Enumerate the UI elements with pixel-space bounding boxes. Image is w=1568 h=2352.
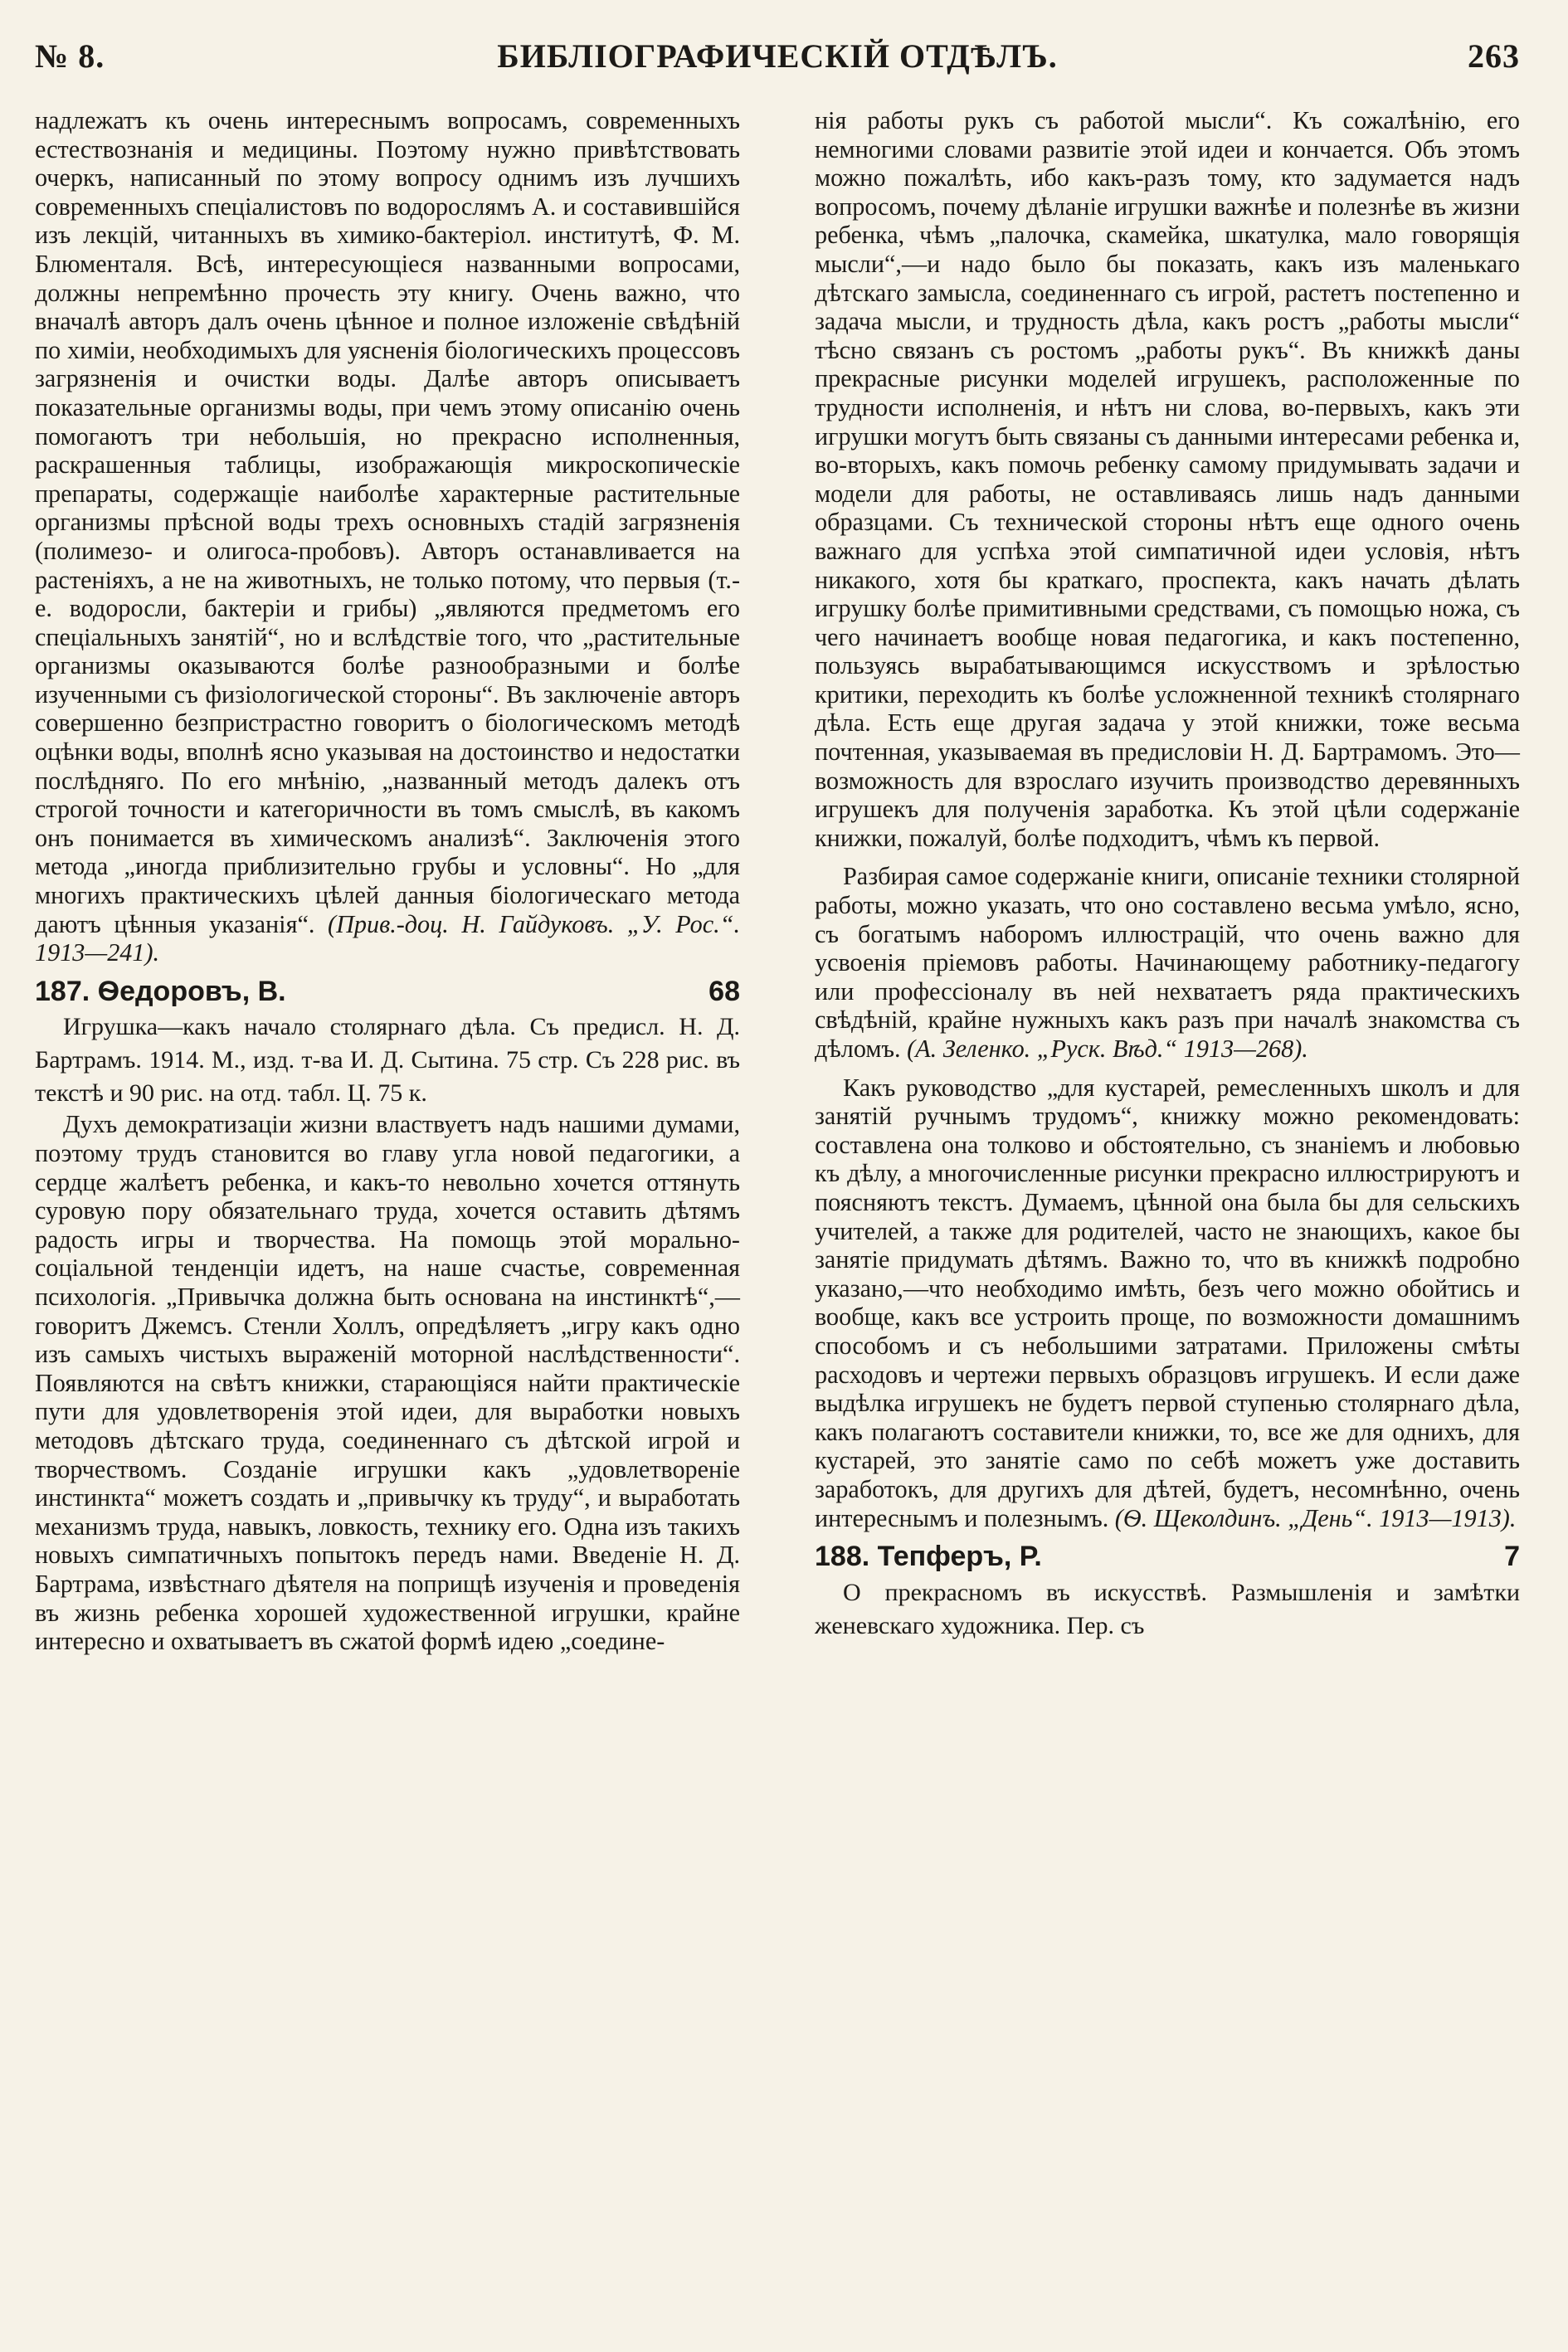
entry-author: 188. Тепферъ, Р. — [815, 1541, 1042, 1573]
issue-number: № 8. — [35, 37, 105, 75]
review-citation: (Ѳ. Щеколдинъ. „День“. 1913—1913). — [1114, 1503, 1517, 1532]
review-paragraph: Какъ руководство „для кустарей, ремесленныхъ школъ и для занятій ручнымъ трудомъ“, книжку можно рекомендовать: составлена она толково и обстоятельно, съ знаніемъ и любовью къ дѣлу, а многочисленные рисунки прекрасно иллюстрируютъ и поясняютъ текстъ. Думаемъ, цѣнной она была бы для сельскихъ учителей, а также для родителей, часто не знающихъ, какое бы занятіе придумать дѣтямъ. Важно то, что въ книжкѣ подробно указано,—что необходимо имѣть, безъ чего можно обойтись и вообще, какъ все устроить проще, по возможности домашнимъ способомъ и съ небольшими затратами. Приложены смѣты расходовъ и чертежи первыхъ образцовъ игрушекъ. И если даже выдѣлка игрушекъ не будетъ первой ступенью столярнаго дѣла, какъ полагаютъ составители книжки, то, все же для однихъ, для кустарей, это занятіе само по себѣ можетъ уже доставить заработокъ, для другихъ для дѣтей, будетъ, несомнѣнно, очень интереснымъ и полезнымъ. (Ѳ. Щеколдинъ. „День“. 1913—1913). — [815, 1073, 1520, 1532]
entry-code: 68 — [709, 975, 740, 1007]
journal-page — [35, 32, 1520, 2321]
right-column — [815, 106, 1520, 1643]
review-paragraph: надлежатъ къ очень интереснымъ вопросамъ, современныхъ естествознанія и медицины. Поэтому нужно привѣтствовать очеркъ, написанный по этому вопросу однимъ изъ лучшихъ современныхъ спеціалистовъ по водорослямъ А. и составившійся изъ лекцій, читанныхъ въ химико-бактеріол. институтѣ, Ф. М. Блюменталя. Всѣ, интересующіеся названными вопросами, должны непремѣнно прочесть эту книгу. Очень важно, что вначалѣ авторъ далъ очень цѣнное и полное изложеніе свѣдѣній по химіи, необходимыхъ для уясненія біологическихъ процессовъ загрязненія и очистки воды. Далѣе авторъ описываетъ показательные организмы воды, при чемъ этому описанію очень помогаютъ три небольшія, но прекрасно исполненныя, раскрашенныя таблицы, изображающія микроскопическіе препараты, содержащіе наиболѣе характерные растительные организмы прѣсной воды трехъ основныхъ стадій загрязненія (полимезо- и олигоса-пробовъ). Авторъ останавливается на растеніяхъ, а не на животныхъ, не только потому, что первыя (т.-е. водоросли, бактеріи и грибы) „являются предметомъ его спеціальныхъ занятій“, но и вслѣдствіе того, что „растительные организмы оказываются болѣе разнообразными и болѣе изученными съ физіологической стороны“. Въ заключеніе авторъ совершенно безпристрастно говоритъ о біологическомъ методѣ оцѣнки воды, вполнѣ ясно указывая на достоинство и недостатки послѣдняго. По его мнѣнію, „названный методъ далекъ отъ строгой точности и категоричности въ томъ смыслѣ, въ какомъ онъ понимается въ химическомъ анализѣ“. Заключенія этого метода „иногда приблизительно грубы и условны“. Но „для многихъ практическихъ цѣлей данныя біологическаго метода даютъ цѣнныя указанія“. (Прив.-доц. Н. Гайдуковъ. „У. Рос.“. 1913—241). — [35, 106, 741, 967]
entry-author: 187. Ѳедоровъ, В. — [35, 975, 286, 1007]
page-number: 263 — [1468, 37, 1520, 75]
page-header — [35, 32, 1520, 98]
entry-bibliography: Игрушка—какъ начало столярнаго дѣла. Съ предисл. Н. Д. Бартрамъ. 1914. М., изд. т-ва И. Д. Сытина. 75 стр. Съ 228 рис. въ текстѣ и 90 рис. на отд. табл. Ц. 75 к. — [35, 1013, 740, 1108]
entry-code: 7 — [1504, 1541, 1520, 1573]
review-citation: (А. Зеленко. „Руск. Вѣд.“ 1913—268). — [907, 1035, 1308, 1063]
left-column — [35, 106, 740, 1656]
review-paragraph: Духъ демократизаціи жизни властвуетъ надъ нашими думами, поэтому трудъ становится во главу угла новой педагогики, а сердце жалѣетъ ребенка, и какъ-то невольно хочется оттянуть суровую пору обязательнаго труда, хочется оставить дѣтямъ радость игры и творчества. На помощь этой морально-соціальной тенденціи идетъ, на наше счастье, современная психологія. „Привычка должна быть основана на инстинктѣ“,—говоритъ Джемсъ. Стенли Холлъ, опредѣляетъ „игру какъ одно изъ самыхъ чистыхъ выраженій моторной наслѣдственности“. Появляются на свѣтъ книжки, старающіяся найти практическіе пути для удовлетворенія этой идеи, для выработки новыхъ методовъ дѣтскаго труда, соединеннаго съ дѣтской игрой и творчествомъ. Созданіе игрушки какъ „удовлетвореніе инстинкта“ можетъ создать и „привычку къ труду“, и выработать механизмъ труда, навыкъ, ловкость, технику его. Одна изъ такихъ новыхъ симпатичныхъ попытокъ передъ нами. Введеніе Н. Д. Бартрама, извѣстнаго дѣятеля на поприщѣ изученія и проведенія въ жизнь ребенка хорошей художественной игрушки, крайне интересно и охватываетъ въ сжатой формѣ идею „соедине- — [35, 1110, 740, 1656]
review-paragraph: нія работы рукъ съ работой мысли“. Къ сожалѣнію, его немногими словами развитіе этой идеи и кончается. Объ этомъ можно пожалѣть, ибо какъ-разъ тому, кто задумается надъ вопросомъ, почему дѣланіе игрушки важнѣе и полезнѣе въ жизни ребенка, чѣмъ „палочка, скамейка, шкатулка, мало говорящія мысли“,—и надо было бы показать, какъ изъ маленькаго дѣтскаго замысла, соединеннаго съ игрой, растетъ постепенно и задача мысли, и трудность дѣла, какъ ростъ „работы мысли“ тѣсно связанъ съ ростомъ „работы рукъ“. Въ книжкѣ даны прекрасные рисунки моделей игрушекъ, расположенные по трудности исполненія, и нѣтъ ни слова, во-первыхъ, какъ эти игрушки могутъ быть связаны съ данными интересами ребенка и, во-вторыхъ, какъ помочь ребенку самому придумывать задачи и модели для работы, не оставливаясь лишь надъ данными образцами. Съ технической стороны нѣтъ еще одного очень важнаго для успѣха этой симпатичной идеи условія, нѣтъ никакого, хотя бы краткаго, проспекта, какъ начать дѣлать игрушку болѣе примитивными средствами, съ помощью ножа, съ чего начинаетъ вообще новая педагогика, и какъ постепенно, пользуясь вырабатывающимся искусствомъ и зрѣлостью критики, переходить къ болѣе усложненной техникѣ столярнаго дѣла. Есть еще другая задача у этой книжки, тоже весьма почтенная, указываемая въ предисловіи Н. Д. Бартрамомъ. Это—возможность для взрослаго изучить производство деревянныхъ игрушекъ для полученія заработка. Къ этой цѣли содержаніе книжки, пожалуй, болѣе подходитъ, чѣмъ къ первой. — [815, 106, 1520, 852]
review-citation: (Прив.-доц. Н. Гайдуковъ. „У. Рос.“. 1913—241). — [35, 909, 741, 967]
review-paragraph: Разбирая самое содержаніе книги, описаніе техники столярной работы, можно указать, что оно составлено весьма умѣло, ясно, съ богатымъ наборомъ иллюстрацій, что очень важно для усвоенія пріемовъ работы. Начинающему работнику-педагогу или профессіоналу въ ней нехватаетъ ряда практическихъ свѣдѣній, крайне нужныхъ какъ разъ при началѣ знакомства съ дѣломъ. (А. Зеленко. „Руск. Вѣд.“ 1913—268). — [815, 862, 1520, 1063]
entry-bibliography: О прекрасномъ въ искусствѣ. Размышленія и замѣтки женевскаго художника. Пер. съ — [815, 1578, 1520, 1639]
entry-heading-188 — [815, 1542, 1520, 1571]
section-title: БИБЛІОГРАФИЧЕСКІЙ ОТДѢЛЪ. — [497, 37, 1058, 75]
text-columns — [35, 106, 1520, 2313]
entry-heading-187 — [35, 977, 740, 1006]
